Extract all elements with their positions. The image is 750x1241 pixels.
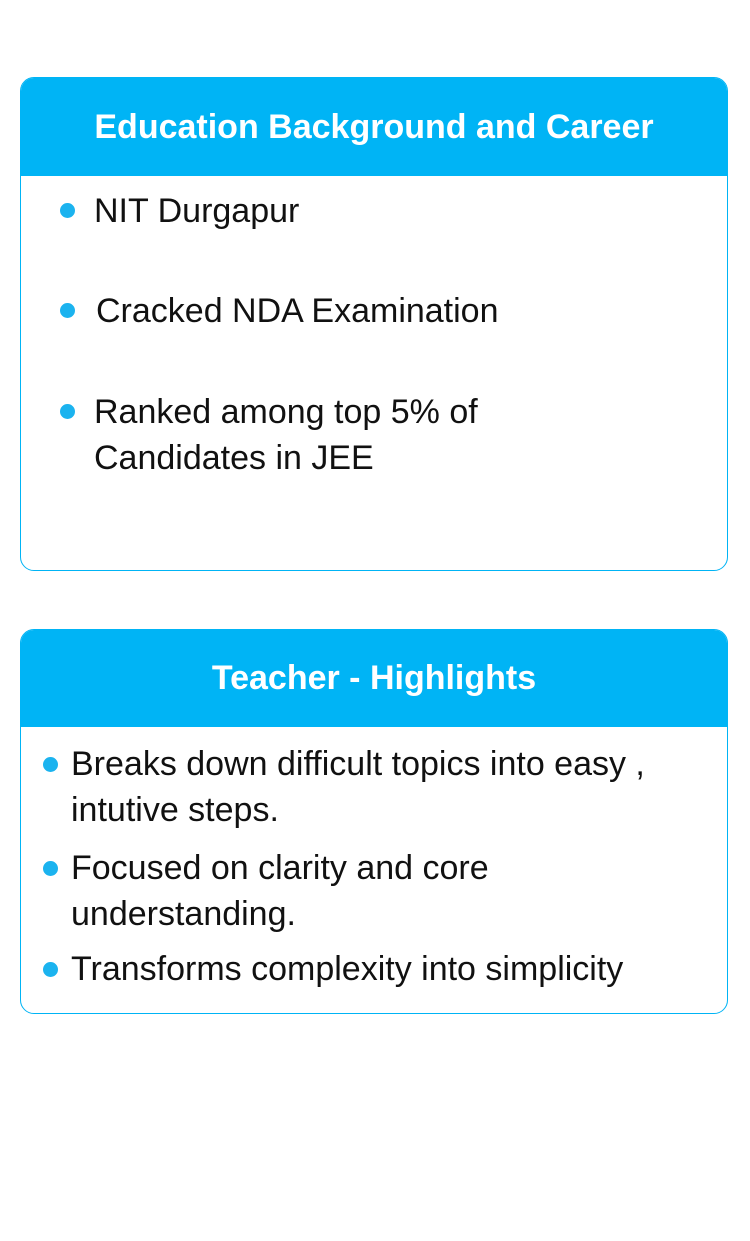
list-item-text: Ranked among top 5% of Candidates in JEE xyxy=(94,393,478,477)
highlights-card xyxy=(20,629,728,1014)
list-item xyxy=(43,741,713,833)
bullet-icon xyxy=(60,303,75,318)
list-item-text: Transforms complexity into simplicity xyxy=(71,950,624,988)
list-item-text: Breaks down difficult topics into easy , intutive steps. xyxy=(71,745,645,829)
list-item xyxy=(60,389,680,481)
list-item xyxy=(43,845,713,937)
highlights-card-header xyxy=(21,630,727,727)
list-item-text: Focused on clarity and core understanding. xyxy=(71,849,489,933)
education-card xyxy=(20,77,728,571)
education-card-title: Education Background and Career xyxy=(94,107,654,146)
bullet-icon xyxy=(60,203,75,218)
highlights-card-title: Teacher - Highlights xyxy=(211,659,537,697)
list-item-text: Cracked NDA Examination xyxy=(96,292,499,330)
list-item xyxy=(60,188,299,234)
bullet-icon xyxy=(43,757,58,772)
education-card-header xyxy=(21,78,727,176)
bullet-icon xyxy=(43,962,58,977)
bullet-icon xyxy=(43,861,58,876)
list-item xyxy=(60,288,499,334)
list-item-text: NIT Durgapur xyxy=(94,192,300,230)
list-item xyxy=(43,946,713,992)
bullet-icon xyxy=(60,404,75,419)
